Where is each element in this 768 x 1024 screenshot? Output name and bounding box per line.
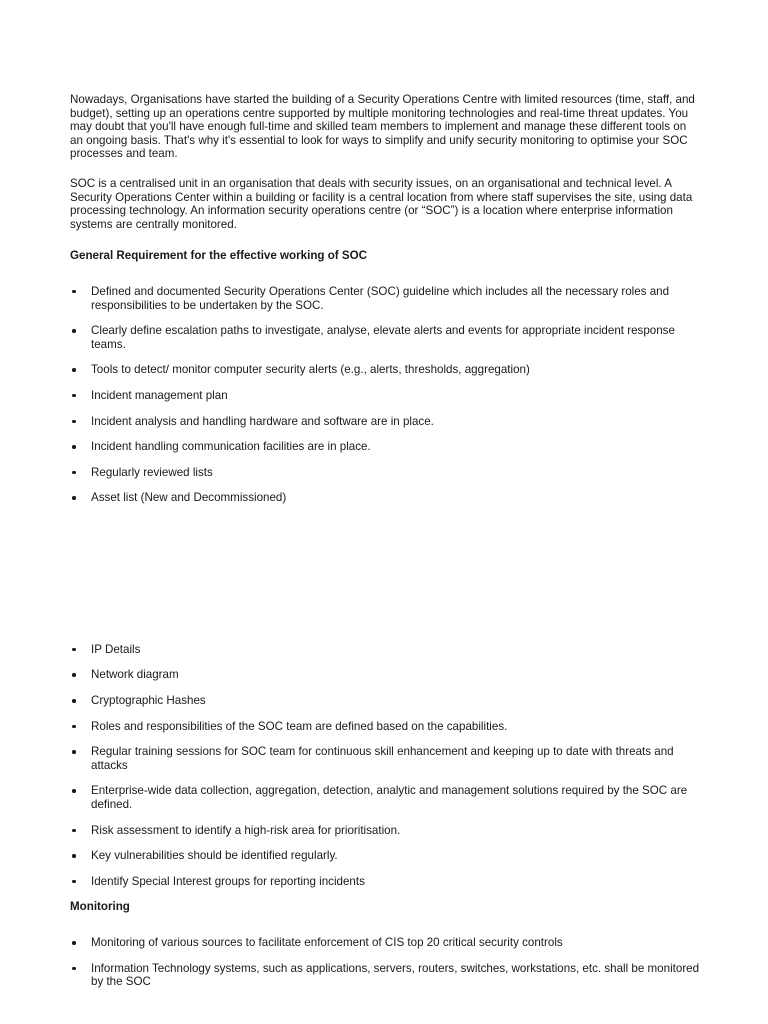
- bullet-icon: [72, 789, 76, 793]
- list-item: [70, 720, 700, 734]
- bullet-icon: [72, 496, 76, 500]
- list-item-text: Enterprise-wide data collection, aggregation, detection, analytic and management solutions required by the SOC are defined.: [91, 784, 688, 812]
- list-item: [70, 745, 700, 772]
- list-item: [70, 440, 700, 454]
- bullet-icon: [72, 725, 76, 729]
- list-item-text: Risk assessment to identify a high-risk area for prioritisation.: [91, 823, 401, 837]
- list-item-text: Key vulnerabilities should be identified regularly.: [91, 849, 338, 863]
- list-item: [70, 285, 700, 312]
- bullet-icon: [72, 445, 76, 449]
- list-item-text: Information Technology systems, such as applications, servers, routers, switches, workstations, etc. shall be monitored by the SOC: [91, 961, 700, 989]
- list-item-text: Clearly define escalation paths to investigate, analyse, elevate alerts and events for appropriate incident response teams.: [91, 324, 675, 351]
- list-item: [70, 389, 700, 403]
- requirements-heading: General Requirement for the effective working of SOC: [70, 249, 367, 263]
- list-item-text: Cryptographic Hashes: [91, 694, 206, 708]
- bullet-icon: [72, 420, 76, 424]
- list-item: [70, 824, 700, 838]
- bullet-icon: [72, 829, 76, 833]
- list-item: [70, 466, 700, 480]
- bullet-icon: [72, 394, 76, 398]
- bullet-icon: [72, 854, 76, 858]
- bullet-icon: [72, 329, 76, 333]
- list-item-text: Incident analysis and handling hardware and software are in place.: [91, 414, 434, 428]
- intro-paragraph-2: SOC is a centralised unit in an organisation that deals with security issues, on an organisational and technical level. A Security Operations Center within a building or facility is a central location from where staff supervises the site, using data processing technology. An information security operations centre (or “SOC”) is a location where enterprise information systems are centrally monitored.: [70, 176, 693, 231]
- monitoring-heading: Monitoring: [70, 900, 130, 914]
- requirements-list-part2: [70, 643, 700, 889]
- list-item-text: Network diagram: [91, 668, 179, 682]
- bullet-icon: [72, 880, 76, 884]
- document-page: [70, 93, 700, 1001]
- list-item: [70, 875, 700, 889]
- list-item-text: Regular training sessions for SOC team for continuous skill enhancement and keeping up to date with threats and attacks: [91, 745, 674, 772]
- list-item: [70, 324, 700, 351]
- bullet-icon: [72, 471, 76, 475]
- list-item-text: Incident management plan: [91, 388, 228, 402]
- list-item: [70, 415, 700, 429]
- list-item-text: Asset list (New and Decommissioned): [91, 491, 287, 505]
- list-item-text: Defined and documented Security Operations Center (SOC) guideline which includes all the necessary roles and responsibilities to be undertaken by the SOC.: [91, 284, 670, 312]
- list-item-text: Monitoring of various sources to facilitate enforcement of CIS top 20 critical security controls: [91, 936, 563, 949]
- requirements-list-part1: [70, 285, 700, 505]
- list-item: [70, 668, 700, 682]
- bullet-icon: [72, 699, 76, 703]
- bullet-icon: [72, 290, 76, 294]
- list-item: [70, 936, 700, 950]
- bullet-icon: [72, 648, 76, 652]
- bullet-icon: [72, 368, 76, 372]
- list-item-text: Tools to detect/ monitor computer security alerts (e.g., alerts, thresholds, aggregation): [91, 363, 530, 377]
- bullet-icon: [72, 967, 76, 971]
- blank-gap: [70, 517, 700, 643]
- bullet-icon: [72, 941, 76, 945]
- monitoring-list: [70, 936, 700, 989]
- list-item: [70, 962, 700, 989]
- list-item: [70, 363, 700, 377]
- list-item-text: Regularly reviewed lists: [91, 465, 213, 479]
- list-item: [70, 643, 700, 657]
- list-item-text: IP Details: [91, 642, 141, 656]
- list-item-text: Roles and responsibilities of the SOC team are defined based on the capabilities.: [91, 719, 508, 733]
- list-item: [70, 491, 700, 505]
- list-item: [70, 849, 700, 863]
- bullet-icon: [72, 750, 76, 754]
- intro-paragraph-1: Nowadays, Organisations have started the building of a Security Operations Centre with limited resources (time, staff, and budget), setting up an operations centre supported by multiple monitoring technologies and real-time threat updates. You may doubt that you'll have enough full-time and skilled team members to implement and manage these different tools on an ongoing basis. That's why it's essential to look for ways to simplify and unify security monitoring to optimise your SOC processes and team.: [70, 93, 695, 161]
- list-item-text: Identify Special Interest groups for reporting incidents: [91, 874, 365, 888]
- bullet-icon: [72, 673, 76, 677]
- list-item: [70, 784, 700, 811]
- list-item-text: Incident handling communication facilities are in place.: [91, 440, 371, 454]
- list-item: [70, 694, 700, 708]
